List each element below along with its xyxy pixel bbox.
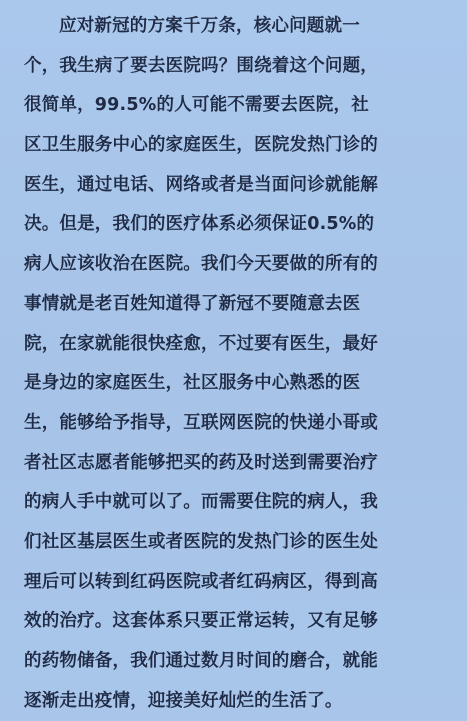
paragraph-line-1: 应对新冠的方案千万条，核心问题就一 xyxy=(59,16,360,36)
paragraph-line-12: 者社区志愿者能够把买的药及时送到需要治疗 xyxy=(24,452,378,473)
paragraph-line-3: 很简单，99.5%的人可能不需要去医院，社 xyxy=(24,95,369,116)
paragraph-line-6: 决。但是，我们的医疗体系必须保证0.5%的 xyxy=(24,214,375,235)
paragraph-line-14: 们社区基层医生或者医院的发热门诊的医生处 xyxy=(24,531,378,552)
paragraph-line-13: 的病人手中就可以了。而需要住院的病人，我 xyxy=(24,492,378,513)
paragraph-line-10: 是身边的家庭医生，社区服务中心熟悉的医 xyxy=(24,373,361,394)
paragraph-line-15: 理后可以转到红码医院或者红码病区，得到高 xyxy=(24,571,378,592)
paragraph-line-18: 逐渐走出疫情，迎接美好灿烂的生活了。 xyxy=(24,690,343,711)
paragraph-line-17: 的药物储备，我们通过数月时间的磨合，就能 xyxy=(24,651,378,671)
paragraph-line-5: 医生，通过电话、网络或者是当面问诊就能解 xyxy=(24,174,378,195)
paragraph-line-11: 生，能够给予指导，互联网医院的快递小哥或 xyxy=(24,412,378,433)
article-body xyxy=(24,7,444,721)
paragraph-line-16: 效的治疗。这套体系只要正常运转，又有足够 xyxy=(24,611,378,632)
paragraph-line-8: 事情就是老百姓知道得了新冠不要随意去医 xyxy=(24,293,361,314)
paragraph-line-9: 院，在家就能很快痊愈，不过要有医生，最好 xyxy=(24,333,378,354)
paragraph-line-2: 个，我生病了要去医院吗？围绕着这个问题， xyxy=(24,55,378,76)
paragraph-line-4: 区卫生服务中心的家庭医生，医院发热门诊的 xyxy=(24,135,378,156)
paragraph-line-7: 病人应该收治在医院。我们今天要做的所有的 xyxy=(24,254,378,275)
